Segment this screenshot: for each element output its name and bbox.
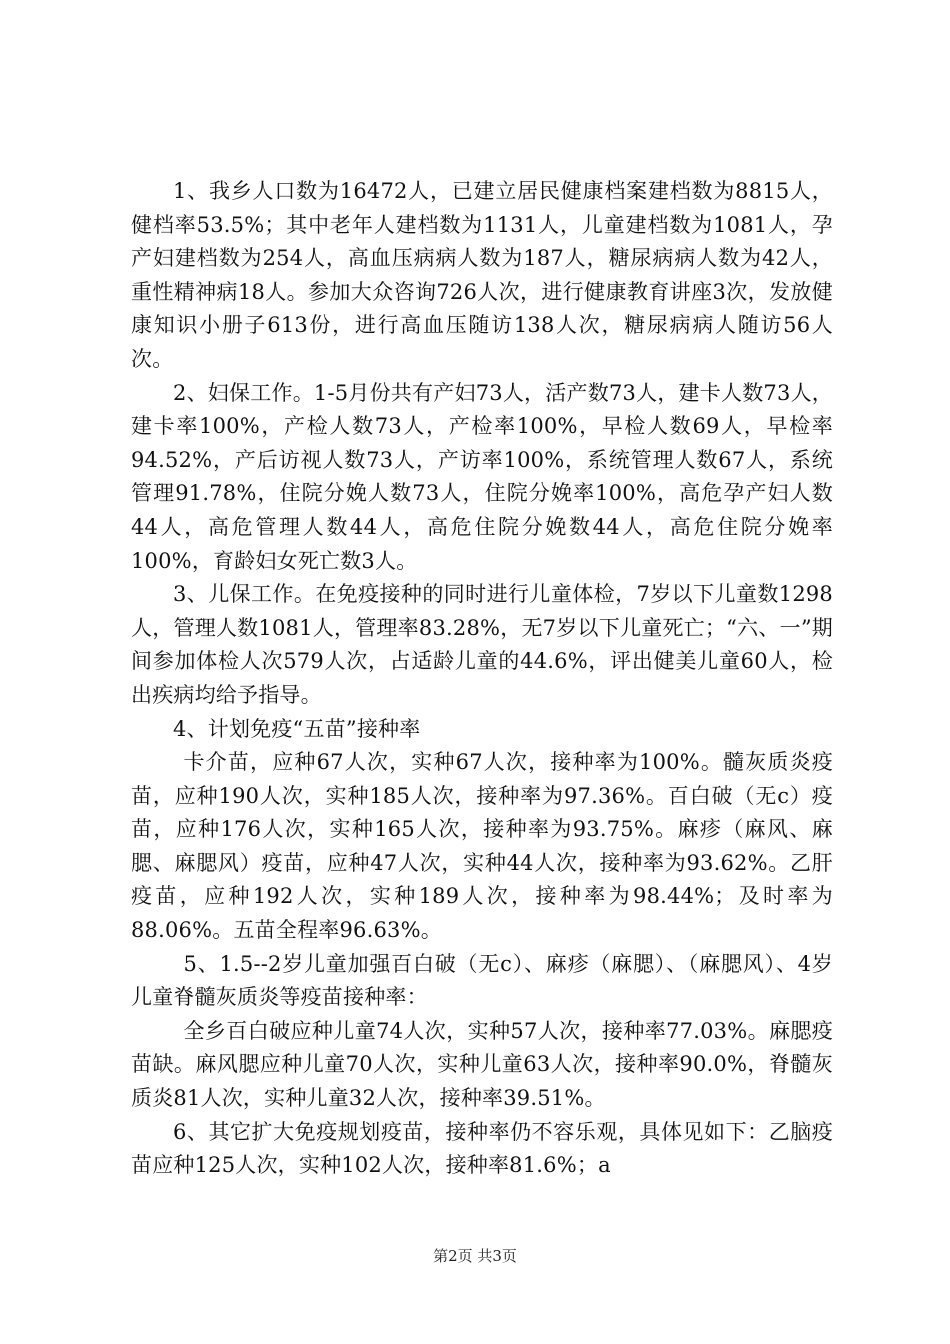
paragraph-1: 1、我乡人口数为16472人，已建立居民健康档案建档数为8815人，健档率53.5%；其中老年人建档数为1131人，儿童建档数为1081人，孕产妇建档数为254人，高血压病病人数为187人，糖尿病病人数为42人，重性精神病18人。参加大众咨询726人次，进行健康教育讲座3次，发放健康知识小册子613份，进行高血压随访138人次，糖尿病病人随访56人次。 <box>131 179 833 371</box>
page-footer: 第2页 共3页 <box>433 1247 517 1265</box>
document-body <box>131 175 833 1183</box>
paragraph-6: 5、1.5--2岁儿童加强百白破（无c）、麻疹（麻腮）、（麻腮风）、4岁儿童脊髓灰质炎等疫苗接种率： <box>131 951 833 1010</box>
paragraph-2: 2、妇保工作。1-5月份共有产妇73人，活产数73人，建卡人数73人，建卡率100%，产检人数73人，产检率100%，早检人数69人，早检率94.52%，产后访视人数73人，产访率100%，系统管理人数67人，系统管理91.78%，住院分娩人数73人，住院分娩率100%，高危孕产妇人数44人，高危管理人数44人，高危住院分娩数44人，高危住院分娩率100%，育龄妇女死亡数3人。 <box>131 380 833 573</box>
paragraph-7: 全乡百白破应种儿童74人次，实种57人次，接种率77.03%。麻腮疫苗缺。麻风腮应种儿童70人次，实种儿童63人次，接种率90.0%，脊髓灰质炎81人次，实种儿童32人次，接种率39.51%。 <box>131 1018 833 1111</box>
paragraph-4-heading: 4、计划免疫“五苗”接种率 <box>173 716 421 741</box>
paragraph-8: 6、其它扩大免疫规划疫苗，接种率仍不容乐观，具体见如下：乙脑疫苗应种125人次，实种102人次，接种率81.6%；a <box>131 1119 833 1178</box>
paragraph-3: 3、儿保工作。在免疫接种的同时进行儿童体检，7岁以下儿童数1298人，管理人数1081人，管理率83.28%，无7岁以下儿童死亡；“六、一”期间参加体检人次579人次，占适龄儿童的44.6%，评出健美儿童60人，检出疾病均给予指导。 <box>131 582 833 707</box>
paragraph-5: 卡介苗，应种67人次，实种67人次，接种率为100%。髓灰质炎疫苗，应种190人次，实种185人次，接种率为97.36%。百白破（无c）疫苗，应种176人次，实种165人次，接种率为93.75%。麻疹（麻风、麻腮、麻腮风）疫苗，应种47人次，实种44人次，接种率为93.62%。乙肝疫苗，应种192人次，实种189人次，接种率为98.44%；及时率为88.06%。五苗全程率96.63%。 <box>131 750 833 943</box>
